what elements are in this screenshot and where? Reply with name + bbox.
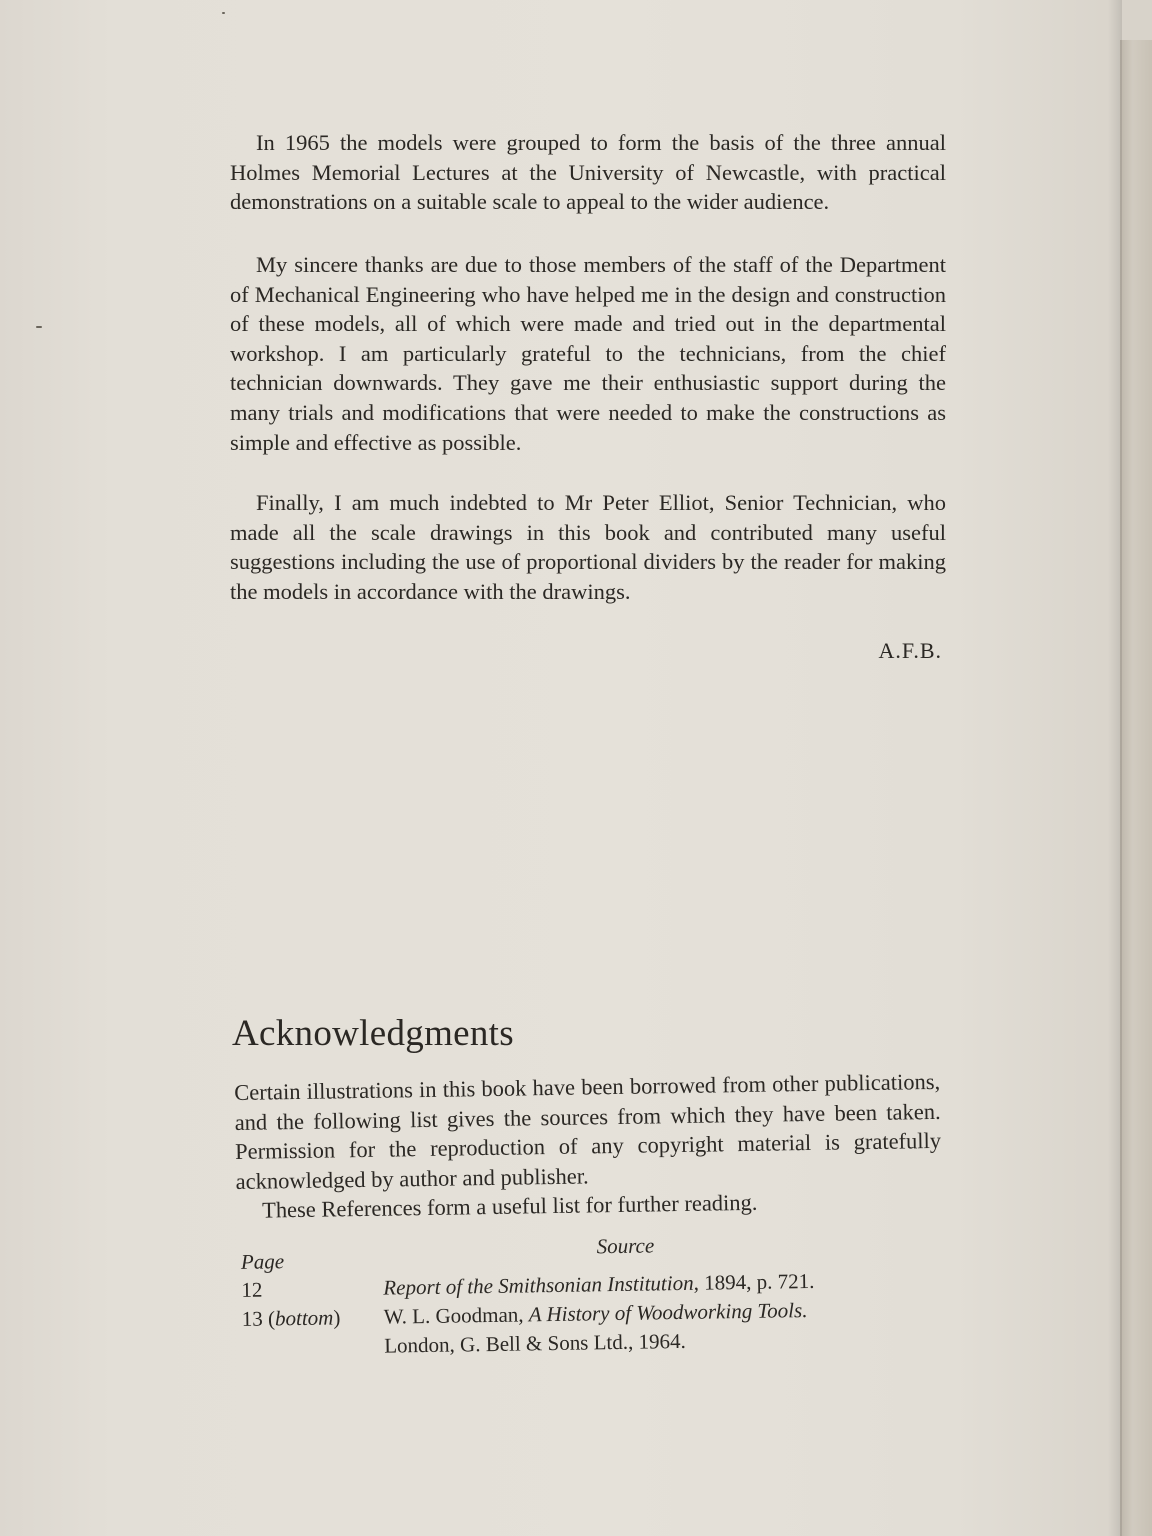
table-row (238, 1294, 945, 1363)
source-author: W. L. Goodman, (383, 1302, 529, 1329)
acknowledgments-paragraph-2: These References form a useful list for further reading. (261, 1190, 758, 1223)
page-number-value: 13 (241, 1306, 263, 1331)
gutter-shadow (1108, 0, 1122, 1536)
page-position-note: bottom (274, 1305, 334, 1331)
page-number: 13 (bottom) (241, 1305, 341, 1331)
column-header-source: Source (596, 1233, 655, 1259)
next-page-edge (1120, 40, 1152, 1536)
preface-paragraph-1: In 1965 the models were grouped to form the basis of the three annual Holmes Memorial Lectures at the University of Newcastle, with practical demonstrations on a suitable scale to appeal to the wider audience. (230, 130, 946, 215)
preface-paragraph-2: My sincere thanks are due to those members of the staff of the Department of Mechanical Engineering who have helped me in the design and construction of these models, all of which were made and tried out in the departmental workshop. I am particularly grateful to the technicians, from the chief technician downwards. They gave me their enthusiastic support during the many trials and modifications that were needed to make the constructions as simple and effective as possible. (230, 252, 946, 455)
page-number: 12 (241, 1277, 263, 1302)
acknowledgments-body (234, 1067, 944, 1363)
author-initials: A.F.B. (878, 638, 942, 663)
paper-speck (222, 12, 225, 14)
column-header-page: Page (240, 1249, 285, 1274)
source-title: A History of Woodworking Tools. (528, 1297, 808, 1327)
preface-paragraph-3: Finally, I am much indebted to Mr Peter Elliot, Senior Technician, who made all the scale drawings in this book and contributed many useful suggestions including the use of proportional dividers by the reader for making the models in accordance with the drawings. (230, 490, 946, 604)
acknowledgments-heading: Acknowledgments (232, 1013, 514, 1054)
sources-table (237, 1229, 945, 1363)
source-publisher: London, G. Bell & Sons Ltd., 1964. (384, 1328, 686, 1358)
source-details: , 1894, p. 721. (693, 1268, 815, 1295)
source-title: Report of the Smithsonian Institution (383, 1270, 694, 1300)
paper-speck (36, 326, 42, 328)
acknowledgments-paragraph-1: Certain illustrations in this book have been borrowed from other publications, and the following list gives the sources from which they have been taken. Permission for the reproduction of any copyright material is gratefully acknowledged by author and publisher. (234, 1068, 942, 1194)
